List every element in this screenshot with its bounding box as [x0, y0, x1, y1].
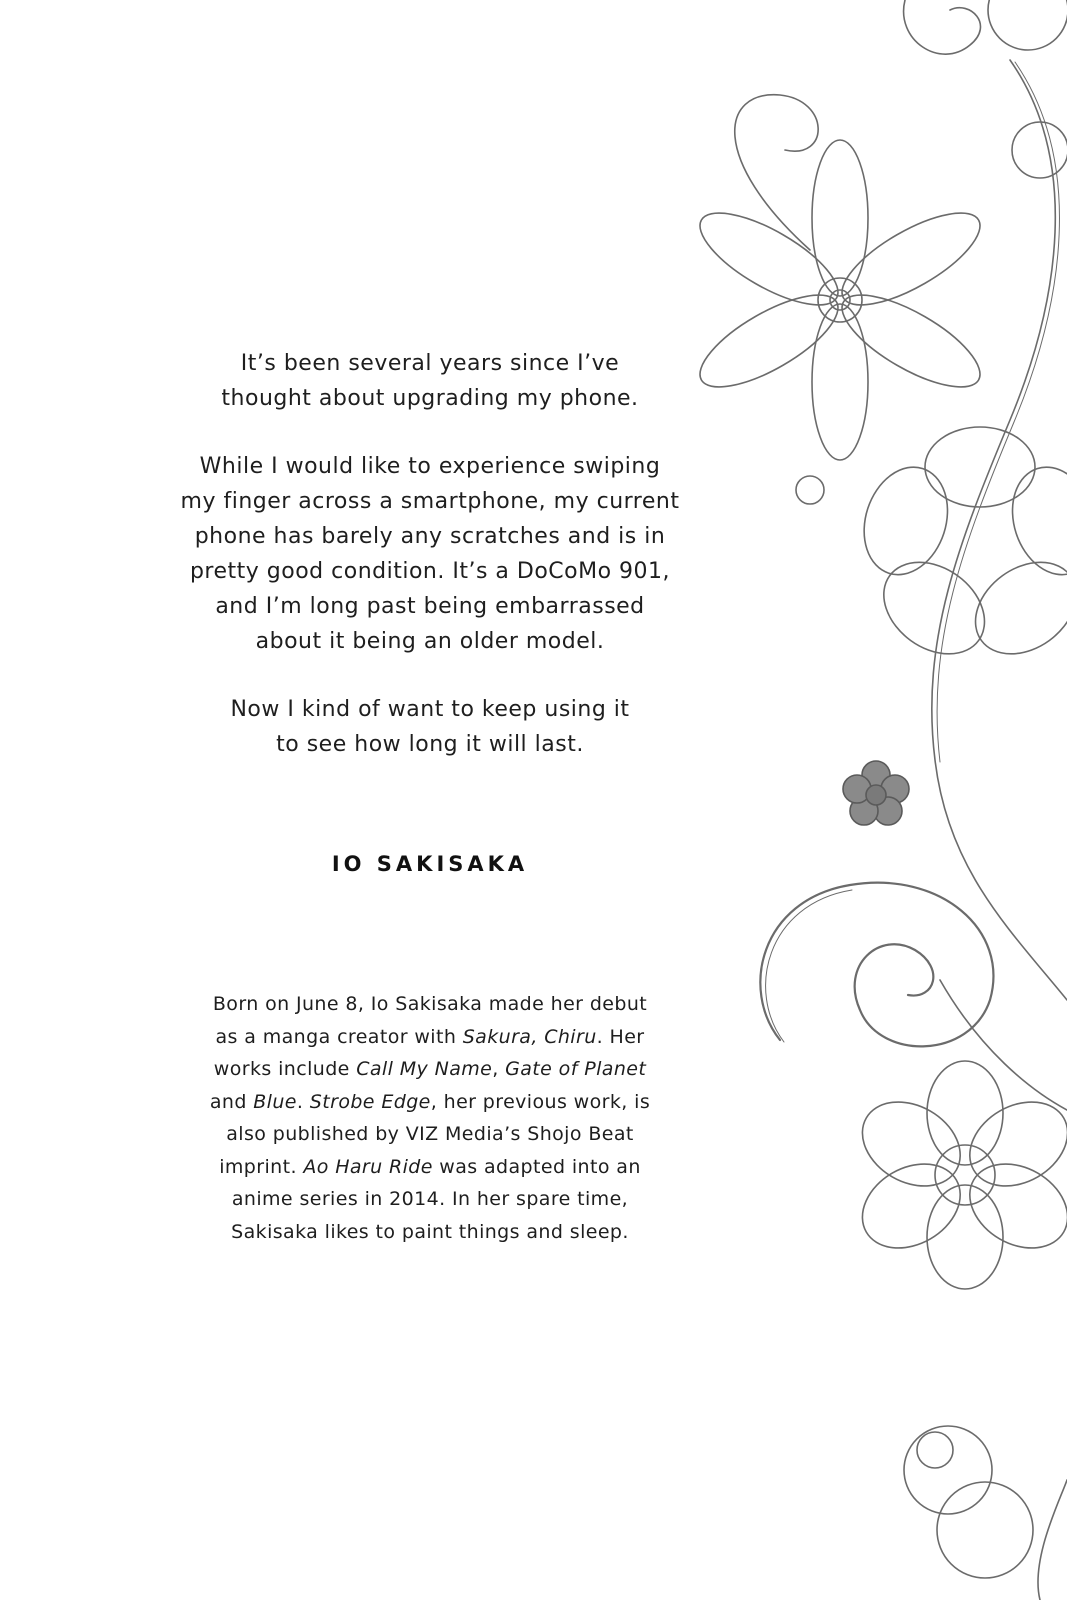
note-line: phone has barely any scratches and is in [194, 524, 666, 549]
note-line: Now I kind of want to keep using it [230, 697, 630, 722]
bio-line [120, 1021, 740, 1054]
author-note [120, 346, 740, 795]
note-paragraph-2 [120, 449, 740, 659]
bio-text: , [492, 1058, 506, 1080]
author-name: IO SAKISAKA [331, 852, 529, 876]
curl [735, 95, 818, 250]
bio-text: . [296, 1090, 310, 1113]
bio-title: Call My Name [356, 1058, 493, 1080]
bio-text: , her previous work, is [430, 1090, 651, 1113]
curl [1038, 1480, 1067, 1600]
bio-line [120, 1151, 740, 1184]
bio-text: and [209, 1090, 254, 1113]
bio-line [120, 1053, 740, 1086]
bio-line [120, 1086, 740, 1119]
author-bio [120, 988, 740, 1248]
curl [904, 0, 981, 54]
spiral [760, 883, 993, 1047]
bio-text: imprint. [219, 1155, 304, 1178]
bio-title: Ao Haru Ride [303, 1155, 433, 1178]
bio-title: Blue [253, 1090, 297, 1113]
circle-accent [937, 1482, 1033, 1578]
bio-line: Sakisaka likes to paint things and sleep. [231, 1220, 629, 1243]
bio-line: anime series in 2014. In her spare time, [231, 1188, 629, 1210]
bio-text: works include [213, 1058, 357, 1080]
spiral [766, 890, 852, 1042]
circle-accent [1012, 122, 1067, 178]
circle-accent [917, 1432, 953, 1468]
note-line: and I’m long past being embarrassed [215, 594, 645, 619]
note-line: pretty good condition. It’s a DoCoMo 901, [189, 559, 671, 584]
small-flower [843, 761, 909, 825]
daisy-top [687, 140, 992, 460]
flower-bottom [847, 1061, 1067, 1289]
note-line: It’s been several years since I’ve [240, 351, 620, 376]
vine-stem [937, 62, 1059, 762]
bio-text: as a manga creator with [215, 1025, 463, 1048]
bio-line: also published by VIZ Media’s Shojo Beat [226, 1123, 634, 1145]
floral-sketch-icon [680, 0, 1067, 1600]
vine-stem [932, 60, 1067, 1000]
note-line: about it being an older model. [255, 629, 605, 654]
bio-title: Sakura, Chiru [462, 1025, 597, 1048]
flower-right [851, 427, 1067, 673]
note-paragraph-1 [120, 346, 740, 416]
bio-line: Born on June 8, Io Sakisaka made her debut [212, 993, 648, 1015]
note-paragraph-3 [120, 692, 740, 762]
bio-text: was adapted into an [432, 1155, 641, 1178]
bio-title: Strobe Edge [309, 1090, 431, 1113]
bio-text: . Her [596, 1025, 645, 1048]
note-line: While I would like to experience swiping [199, 454, 661, 479]
bio-title: Gate of Planet [505, 1058, 647, 1080]
circle-accent [988, 0, 1067, 50]
circle-accent [904, 1426, 992, 1514]
note-line: to see how long it will last. [276, 732, 584, 757]
circle-accent [796, 476, 824, 504]
note-line: my finger across a smartphone, my current [180, 489, 680, 514]
note-line: thought about upgrading my phone. [221, 386, 639, 411]
curl [940, 980, 1067, 1110]
